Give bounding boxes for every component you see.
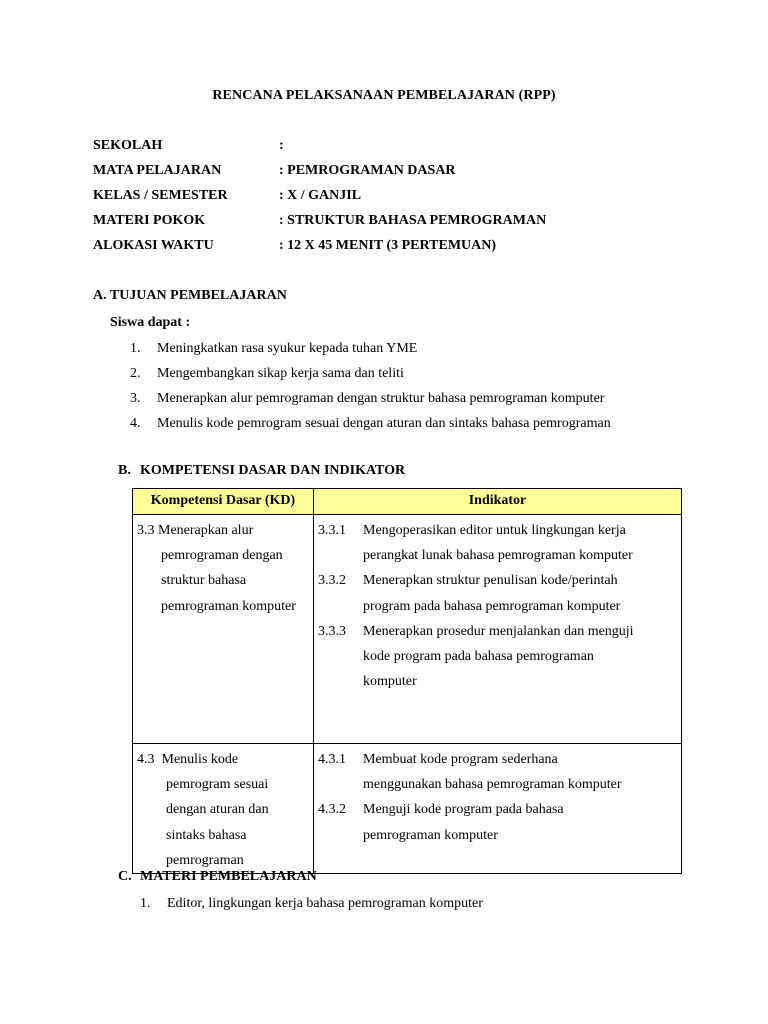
indicator-number: 4.3.1 (318, 752, 346, 767)
meta-value: : PEMROGRAMAN DASAR (279, 163, 456, 178)
meta-value: : 12 X 45 MENIT (3 PERTEMUAN) (279, 238, 497, 253)
kd-number: 4.3 (137, 752, 155, 767)
section-title: KOMPETENSI DASAR DAN INDIKATOR (140, 463, 406, 478)
kd-text: pemrogram sesuai (166, 777, 269, 793)
kd-text: pemrograman (166, 852, 244, 868)
indicator-item (318, 797, 677, 847)
indicator-cell (314, 515, 682, 744)
meta-row-school (93, 137, 693, 162)
indicator-number: 3.3.2 (318, 573, 346, 589)
list-text: Menerapkan alur pemrograman dengan struktur bahasa pemrograman komputer (157, 391, 605, 406)
materials-list (140, 895, 740, 920)
section-letter: C. (118, 869, 132, 884)
meta-label: SEKOLAH (93, 138, 163, 153)
section-title: MATERI PEMBELAJARAN (140, 869, 317, 884)
column-header-kd: Kompetensi Dasar (KD) (133, 489, 314, 515)
kd-text: pemrograman komputer (161, 598, 296, 614)
kd-text: sintaks bahasa (166, 827, 247, 843)
list-text: Meningkatkan rasa syukur kepada tuhan YME (157, 341, 418, 356)
list-number: 1. (140, 896, 151, 911)
kd-text: Menerapkan alur (158, 523, 254, 538)
list-text: Mengembangkan sikap kerja sama dan teliti (157, 366, 404, 381)
meta-label: MATERI POKOK (93, 213, 206, 228)
meta-row-topic (93, 212, 693, 237)
indicator-item (318, 747, 677, 797)
indicator-text: Menerapkan struktur penulisan kode/perintah (363, 573, 618, 589)
meta-label: ALOKASI WAKTU (93, 238, 214, 253)
indicator-number: 3.3.3 (318, 623, 346, 639)
indicator-item (318, 619, 677, 695)
objectives-list (130, 340, 730, 440)
list-item (130, 390, 730, 415)
section-c-heading (118, 869, 317, 885)
indicator-text: Mengoperasikan editor untuk lingkungan kerja (363, 523, 626, 538)
indicator-text: perangkat lunak bahasa pemrograman komputer (363, 548, 633, 564)
meta-value: : X / GANJIL (279, 188, 362, 203)
indicator-text: komputer (363, 674, 417, 690)
meta-label: KELAS / SEMESTER (93, 188, 228, 203)
list-item (130, 415, 730, 440)
indicator-text: Menguji kode program pada bahasa (363, 802, 564, 818)
identity-block (93, 137, 693, 262)
indicator-item (318, 518, 677, 568)
table-header-row (133, 489, 682, 515)
meta-row-class (93, 187, 693, 212)
indicator-item (318, 568, 677, 618)
kd-text: pemrograman dengan (161, 548, 283, 564)
kd-cell (133, 515, 314, 744)
section-letter: B. (118, 463, 131, 478)
indicator-cell (314, 744, 682, 874)
section-a-heading: A. TUJUAN PEMBELAJARAN (93, 288, 287, 303)
table-row (133, 744, 682, 874)
indicator-text: Membuat kode program sederhana (363, 752, 558, 767)
table-row (133, 515, 682, 744)
kd-number: 3.3 (137, 523, 155, 538)
section-a-intro: Siswa dapat : (110, 315, 191, 330)
list-item (140, 895, 740, 920)
kd-text: struktur bahasa (161, 573, 247, 589)
meta-row-subject (93, 162, 693, 187)
meta-value: : (279, 138, 284, 153)
competency-table (132, 488, 682, 874)
indicator-text: kode program pada bahasa pemrograman (363, 649, 594, 665)
indicator-text: program pada bahasa pemrograman komputer (363, 598, 621, 614)
kd-cell (133, 744, 314, 874)
list-number: 4. (130, 416, 141, 431)
indicator-text: Menerapkan prosedur menjalankan dan menguji (363, 623, 634, 639)
indicator-number: 4.3.2 (318, 802, 346, 818)
list-text: Editor, lingkungan kerja bahasa pemrograman komputer (167, 896, 483, 911)
document-title: RENCANA PELAKSANAAN PEMBELAJARAN (RPP) (212, 88, 556, 103)
list-number: 2. (130, 366, 141, 381)
meta-row-time (93, 237, 693, 262)
list-number: 3. (130, 391, 141, 406)
list-item (130, 365, 730, 390)
list-number: 1. (130, 341, 141, 356)
indicator-text: menggunakan bahasa pemrograman komputer (363, 777, 622, 793)
list-text: Menulis kode pemrogram sesuai dengan aturan dan sintaks bahasa pemrograman (157, 416, 611, 431)
kd-text: Menulis kode (161, 752, 239, 767)
meta-label: MATA PELAJARAN (93, 163, 222, 178)
column-header-indicator: Indikator (314, 489, 682, 515)
kd-text: dengan aturan dan (166, 802, 269, 818)
indicator-number: 3.3.1 (318, 523, 346, 538)
list-item (130, 340, 730, 365)
section-b-heading (118, 463, 405, 479)
indicator-text: pemrograman komputer (363, 827, 498, 843)
meta-value: : STRUKTUR BAHASA PEMROGRAMAN (279, 213, 547, 228)
